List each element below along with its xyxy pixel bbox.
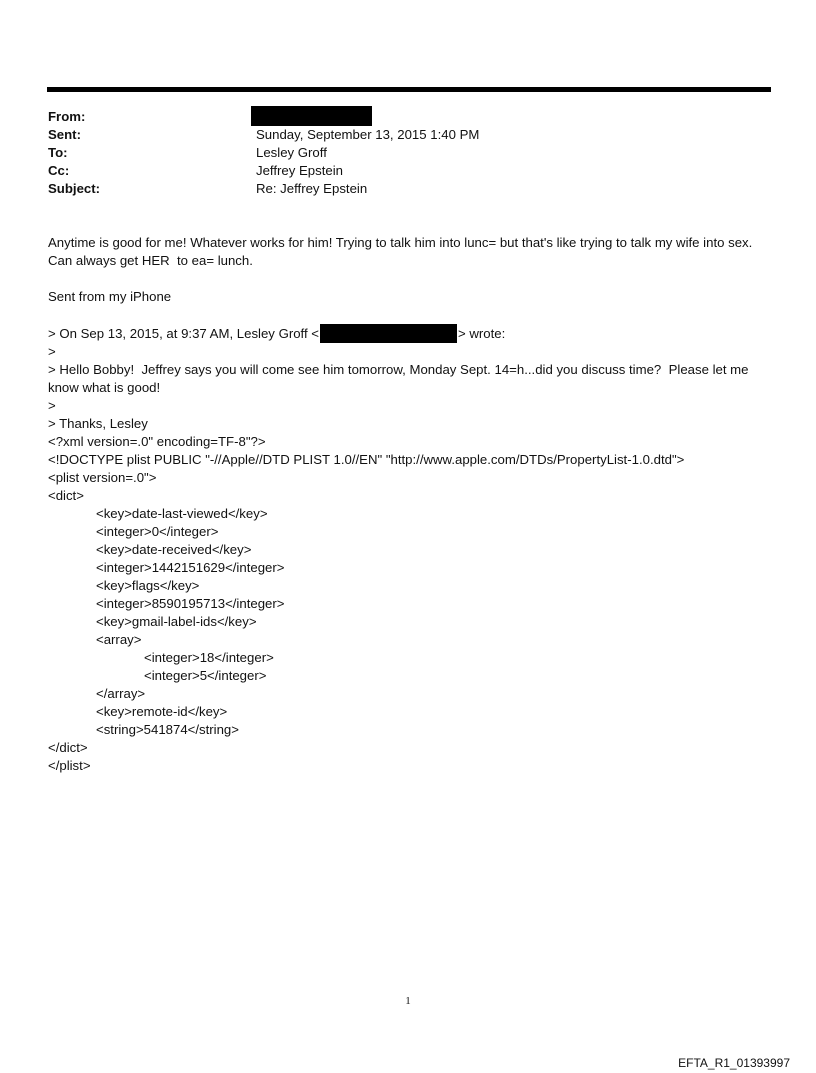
plist-line: <key>gmail-label-ids</key> [96,614,257,629]
plist-line: <key>remote-id</key> [96,704,228,719]
subject-value: Re: Jeffrey Epstein [256,181,368,196]
plist-xml-declaration: <?xml version=.0" encoding=TF-8"?> [48,434,266,449]
plist-line: <key>flags</key> [96,578,200,593]
to-label: To: [48,145,68,160]
plist-line: <array> [96,632,142,647]
plist-close-tag: </plist> [48,758,91,773]
to-row [48,144,748,162]
message-paragraph: Anytime is good for me! Whatever works for him! Trying to talk him into lunc= but that's like trying to talk my wife into sex. Can always get HER to ea= lunch. [48,235,756,268]
cc-label: Cc: [48,163,70,178]
dict-open-tag: <dict> [48,488,84,503]
spacer [48,270,768,288]
sent-label: Sent: [48,127,81,142]
plist-doctype: <!DOCTYPE plist PUBLIC "-//Apple//DTD PLIST 1.0//EN" "http://www.apple.com/DTDs/PropertyList-1.0.dtd"> [48,452,685,467]
plist-line: </array> [96,686,146,701]
spacer [48,306,768,324]
header-rule [47,87,771,92]
bates-number: EFTA_R1_01393997 [678,1056,790,1070]
quote-thanks: > Thanks, Lesley [48,416,148,431]
quote-intro-text: > On Sep 13, 2015, at 9:37 AM, Lesley Groff < [48,326,320,341]
cc-row [48,162,748,180]
from-label: From: [48,109,86,124]
to-value: Lesley Groff [256,145,327,160]
quote-message: > Hello Bobby! Jeffrey says you will come see him tomorrow, Monday Sept. 14=h...did you discuss time? Please let me know what is good! [48,362,753,395]
plist-line: <integer>0</integer> [96,524,219,539]
plist-line: <integer>1442151629</integer> [96,560,285,575]
signature: Sent from my iPhone [48,289,172,304]
quote-intro [48,324,768,343]
email-body [48,234,768,775]
plist-open-tag: <plist version=.0"> [48,470,157,485]
quote-intro-suffix: > wrote: [458,326,506,341]
sent-row [48,126,748,144]
dict-close-tag: </dict> [48,740,88,755]
sent-value: Sunday, September 13, 2015 1:40 PM [256,127,480,142]
plist-line: <integer>18</integer> [144,650,274,665]
page-number: 1 [405,995,411,1007]
cc-value: Jeffrey Epstein [256,163,343,178]
subject-row [48,180,748,198]
plist-line: <key>date-received</key> [96,542,252,557]
plist-line: <string>541874</string> [96,722,239,737]
quote-blank-line: > [48,344,56,359]
plist-line: <integer>5</integer> [144,668,267,683]
email-header [48,108,748,198]
subject-label: Subject: [48,181,101,196]
quote-blank-line: > [48,398,56,413]
from-row [48,108,748,126]
plist-line: <key>date-last-viewed</key> [96,506,268,521]
plist-line: <integer>8590195713</integer> [96,596,285,611]
redaction-block [320,324,457,343]
